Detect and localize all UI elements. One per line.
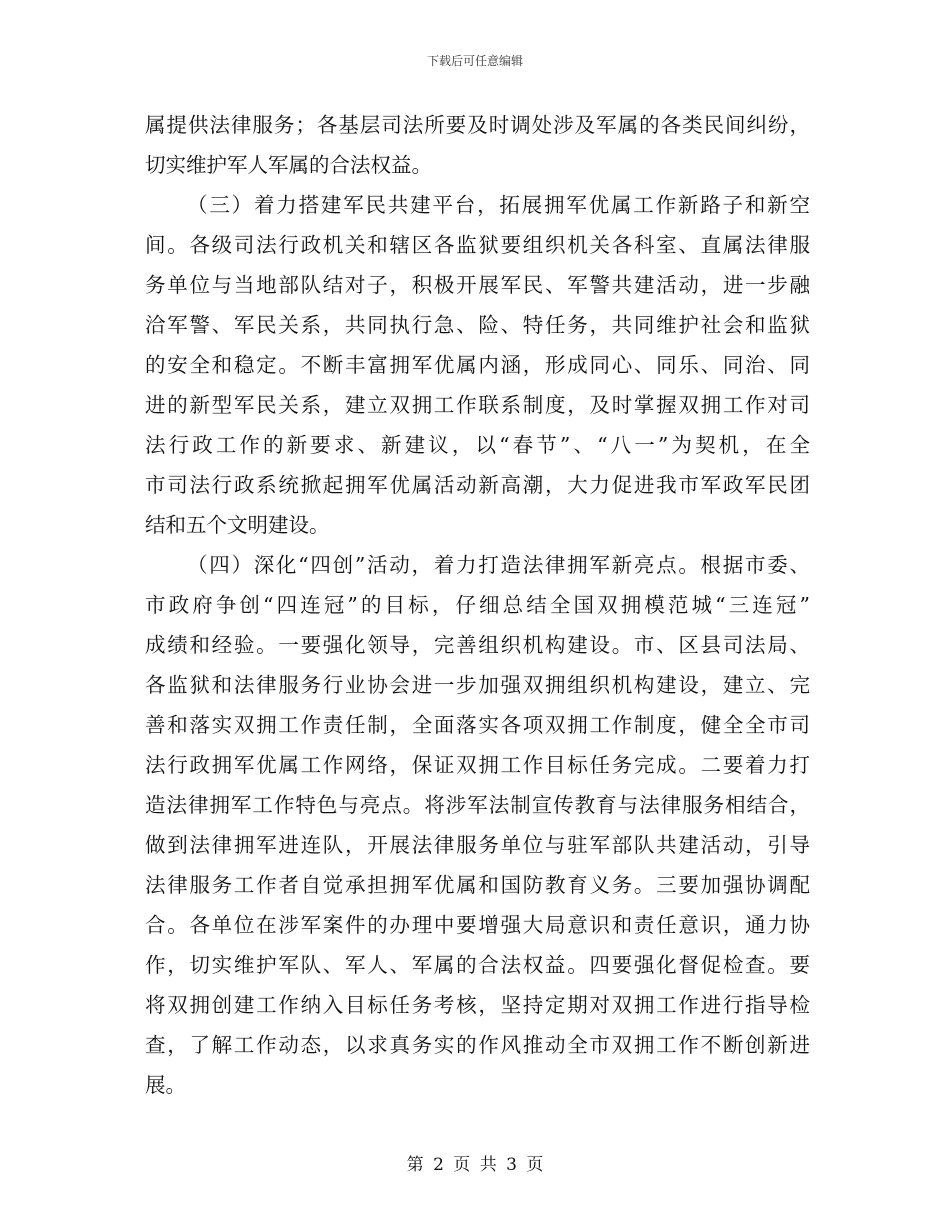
text-line: 进的新型军民关系，建立双拥工作联系制度，及时掌握双拥工作对司 [145, 393, 810, 417]
page-header: 下载后可任意编辑 [426, 54, 523, 68]
text-line: 合。各单位在涉军案件的办理中要增强大局意识和责任意识，通力协 [145, 913, 810, 937]
text-line: 法行政工作的新要求、新建议，以“春节”、“八一”为契机，在全 [145, 433, 810, 457]
text-line: 造法律拥军工作特色与亮点。将涉军法制宣传教育与法律服务相结合， [145, 793, 810, 817]
text-line: 查，了解工作动态，以求真务实的作风推动全市双拥工作不断创新进 [145, 1033, 810, 1057]
text-line: 务单位与当地部队结对子，积极开展军民、军警共建活动，进一步融 [145, 273, 810, 297]
text-line: 做到法律拥军进连队，开展法律服务单位与驻军部队共建活动，引导 [145, 833, 810, 857]
paragraph [145, 185, 810, 545]
paragraph [145, 545, 810, 1105]
text-line: 展。 [145, 1073, 186, 1097]
text-line: 法律服务工作者自觉承担拥军优属和国防教育义务。三要加强协调配 [145, 873, 810, 897]
text-line: 市政府争创“四连冠”的目标，仔细总结全国双拥模范城“三连冠” [145, 593, 810, 617]
text-line: 作，切实维护军队、军人、军属的合法权益。四要强化督促检查。要 [145, 953, 810, 977]
text-line: 间。各级司法行政机关和辖区各监狱要组织机关各科室、直属法律服 [145, 233, 810, 257]
text-line: 善和落实双拥工作责任制，全面落实各项双拥工作制度，健全全市司 [145, 713, 810, 737]
text-line: 将双拥创建工作纳入目标任务考核，坚持定期对双拥工作进行指导检 [145, 993, 810, 1017]
text-line: 的安全和稳定。不断丰富拥军优属内涵，形成同心、同乐、同治、同 [145, 353, 810, 377]
text-line: 各监狱和法律服务行业协会进一步加强双拥组织机构建设，建立、完 [145, 673, 810, 697]
text-line: 洽军警、军民关系，共同执行急、险、特任务，共同维护社会和监狱 [145, 313, 810, 337]
text-line: 属提供法律服务；各基层司法所要及时调处涉及军属的各类民间纠纷， [145, 113, 810, 137]
document-body [145, 105, 810, 1105]
text-line: 市司法行政系统掀起拥军优属活动新高潮，大力促进我市军政军民团 [145, 473, 810, 497]
text-line: （三）着力搭建军民共建平台，拓展拥军优属工作新路子和新空 [187, 193, 810, 217]
text-line: 法行政拥军优属工作网络，保证双拥工作目标任务完成。二要着力打 [145, 753, 810, 777]
text-line: （四）深化“四创”活动，着力打造法律拥军新亮点。根据市委、 [187, 553, 810, 577]
text-line: 切实维护军人军属的合法权益。 [145, 153, 432, 177]
text-line: 结和五个文明建设。 [145, 513, 330, 537]
text-line: 成绩和经验。一要强化领导，完善组织机构建设。市、区县司法局、 [145, 633, 810, 657]
paragraph [145, 105, 810, 185]
page-footer: 第 2 页 共 3 页 [406, 1155, 544, 1175]
